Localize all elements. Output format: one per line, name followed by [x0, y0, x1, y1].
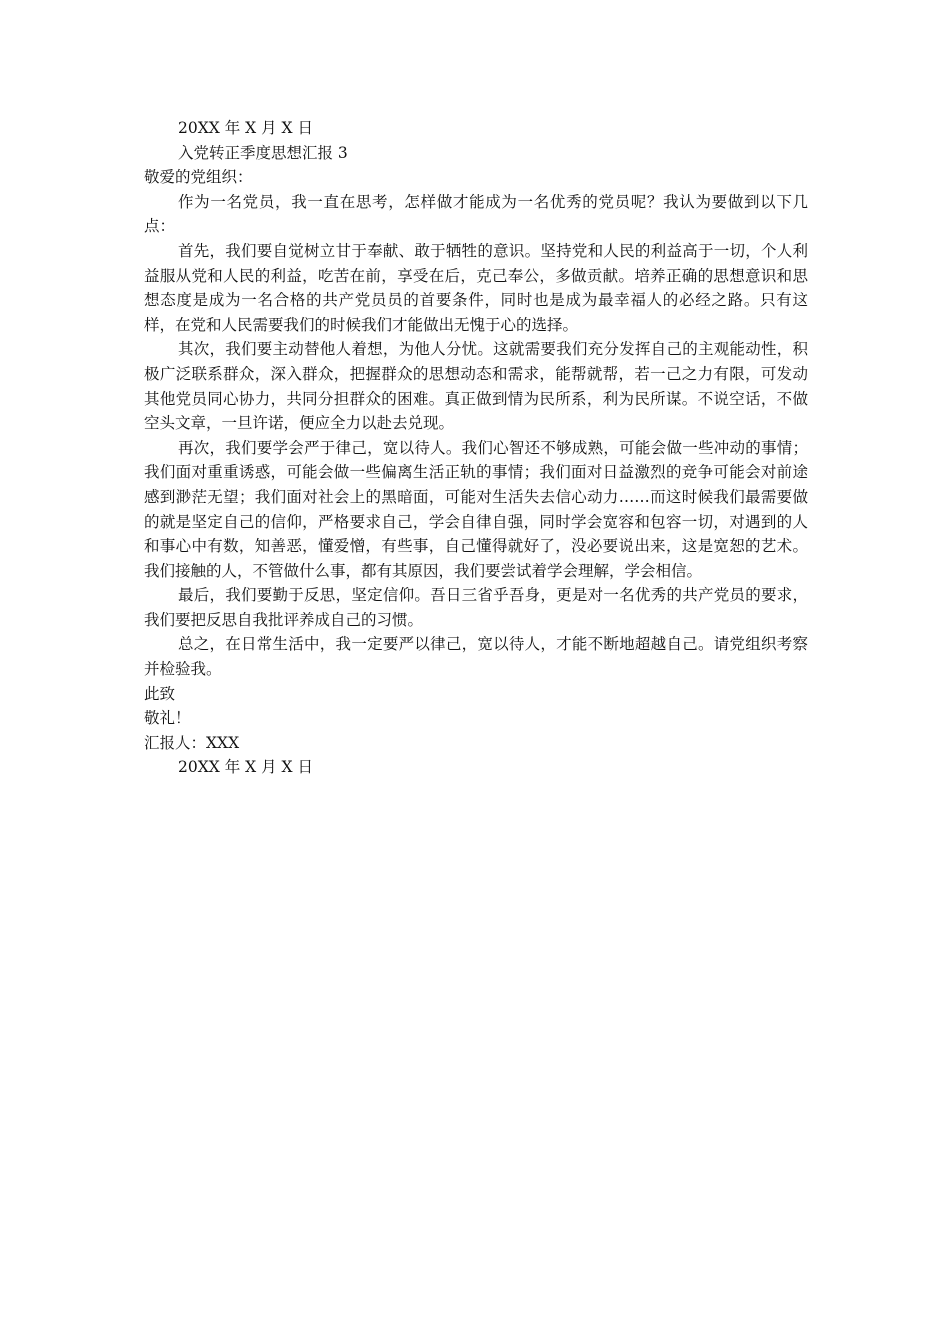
document-title: 入党转正季度思想汇报 3 [178, 143, 348, 162]
paragraph-fourth: 最后，我们要勤于反思，坚定信仰。吾日三省乎吾身，更是对一名优秀的共产党员的要求，我们要把反思自我批评养成自己的习惯。 [144, 586, 808, 629]
date-bottom: 20XX 年 X 月 X 日 [178, 758, 313, 777]
salutation: 敬爱的党组织： [144, 168, 253, 187]
reporter-signature: 汇报人：XXX [144, 733, 240, 752]
date-top: 20XX 年 X 月 X 日 [178, 119, 313, 137]
document-page [144, 116, 808, 780]
closing-respect: 此致 [144, 684, 176, 703]
paragraph-intro: 作为一名党员，我一直在思考，怎样做才能成为一名优秀的党员呢？我认为要做到以下几点： [144, 192, 808, 236]
paragraph-third: 再次，我们要学会严于律己，宽以待人。我们心智还不够成熟，可能会做一些冲动的事情；我们面对重重诱惑，可能会做一些偏离生活正轨的事情；我们面对日益激烈的竞争可能会对前途感到渺茫无望；我们面对社会上的黑暗面，可能对生活失去信心动力……而这时候我们最需要做的就是坚定自己的信仰，严格要求自己，学会自律自强，同时学会宽容和包容一切，对遇到的人和事心中有数，知善恶，懂爱憎，有些事，自己懂得就好了，没必要说出来，这是宽恕的艺术。我们接触的人，不管做什么事，都有其原因，我们要尝试着学会理解，学会相信。 [144, 438, 808, 580]
paragraph-first: 首先，我们要自觉树立甘于奉献、敢于牺牲的意识。坚持党和人民的利益高于一切，个人利益服从党和人民的利益，吃苦在前，享受在后，克己奉公，多做贡献。培养正确的思想意识和思想态度是成为一名合格的共产党员员的首要条件，同时也是成为最幸福人的必经之路。只有这样，在党和人民需要我们的时候我们才能做出无愧于心的选择。 [144, 241, 808, 334]
paragraph-conclusion: 总之，在日常生活中，我一定要严以律己，宽以待人，才能不断地超越自己。请党组织考察并检验我。 [144, 635, 808, 679]
paragraph-second: 其次，我们要主动替他人着想，为他人分忧。这就需要我们充分发挥自己的主观能动性，积极广泛联系群众，深入群众，把握群众的思想动态和需求，能帮就帮，若一己之力有限，可发动其他党员同心协力，共同分担群众的困难。真正做到情为民所系，利为民所谋。不说空话，不做空头文章，一旦许诺，便应全力以赴去兑现。 [144, 340, 808, 433]
closing-salute: 敬礼！ [144, 709, 191, 728]
